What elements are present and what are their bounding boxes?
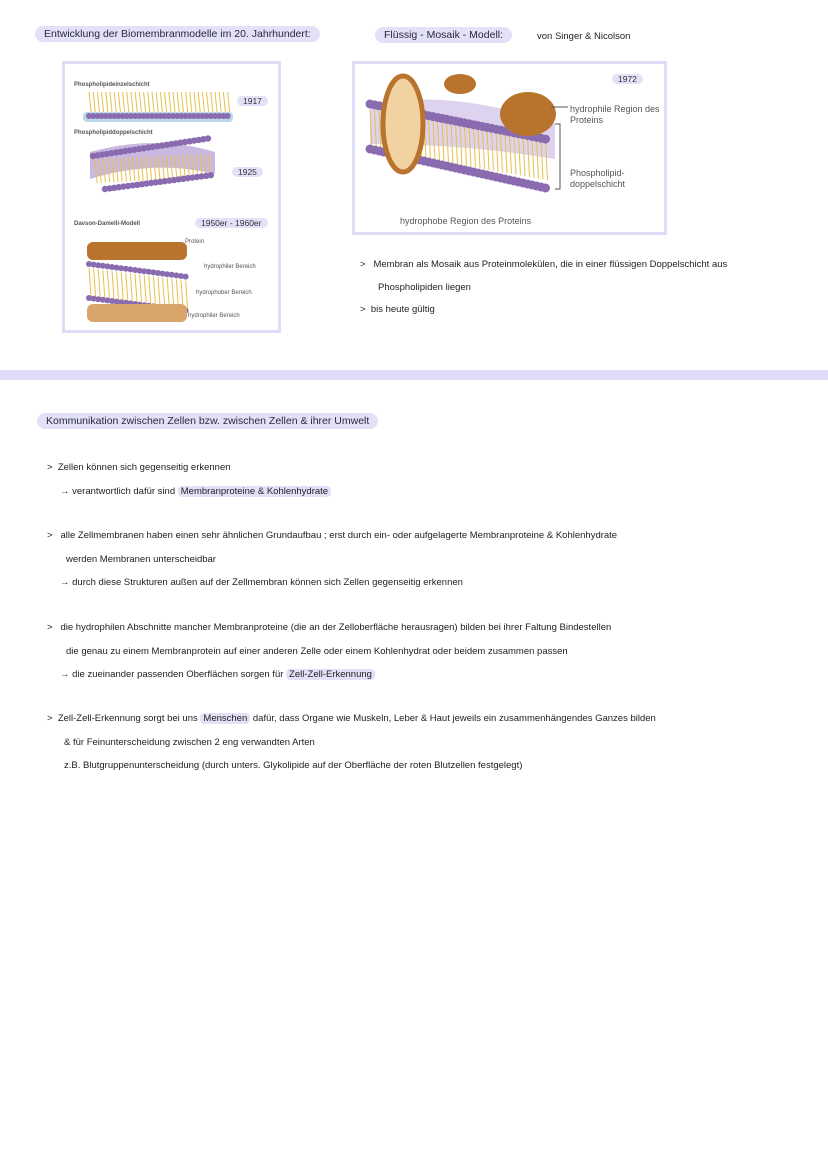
text: Zellen können sich gegenseitig erkennen	[57, 462, 231, 473]
label-hydrophile-region: hydrophile Region des Proteins	[570, 104, 660, 125]
lipid-tail	[112, 271, 114, 299]
lipid-tail	[207, 92, 209, 112]
lipid-tail	[103, 270, 105, 298]
authors: von Singer & Nicolson	[537, 31, 631, 42]
lipid-tail	[144, 275, 146, 303]
lipid-tail	[158, 277, 160, 305]
bullet-2: > bis heute gültig	[360, 304, 435, 315]
text: alle Zellmembranen haben einen sehr ähnlichen Grundaufbau ; erst durch ein- oder aufgelagerte Membranproteine & Kohlenhydrate	[60, 530, 618, 541]
bullet-1: > Membran als Mosaik aus Proteinmolekülen, die in einer flüssigen Doppelschicht aus	[360, 259, 728, 270]
lipid-tail	[176, 279, 178, 307]
peripheral-protein	[444, 74, 476, 94]
lipid-tail	[190, 92, 192, 112]
lipid-tail	[123, 92, 125, 112]
figure-fluid-mosaic	[352, 61, 667, 235]
lipid-head	[205, 135, 211, 141]
lipid-head	[225, 113, 231, 119]
lipid-head	[183, 274, 189, 280]
label-a: Phospholipideinzelschicht	[74, 82, 150, 88]
label-c: Davson-Danielli-Modell	[74, 221, 141, 227]
lipid-tail	[211, 92, 213, 112]
lipid-tail	[160, 92, 162, 112]
section-divider	[0, 370, 828, 380]
heading-biomembrane-models: Entwicklung der Biomembranmodelle im 20. Jahrhundert:	[35, 26, 320, 42]
lipid-tail	[127, 92, 129, 112]
figure-historic-models	[62, 61, 281, 333]
lipid-tail	[186, 92, 188, 112]
lipid-tail	[135, 92, 137, 112]
protein-layer-bottom	[87, 304, 187, 322]
lipid-tail	[118, 92, 120, 112]
text: die hydrophilen Abschnitte mancher Membranproteine (die an der Zelloberfläche herausragen) bilden bei ihrer Faltung Bindestellen	[60, 622, 612, 633]
lipid-tail	[173, 92, 175, 112]
lipid-tail	[198, 92, 200, 112]
lipid-tail	[219, 92, 221, 112]
protein-layer-top	[87, 242, 187, 260]
lipid-tail	[152, 92, 154, 112]
lipid-tail	[156, 92, 158, 112]
lipid-tail	[153, 276, 155, 304]
lipid-tail	[223, 92, 225, 112]
p3-line3	[60, 669, 375, 680]
lipid-tail	[117, 272, 119, 300]
lipid-tail	[144, 92, 146, 112]
lipid-tail	[130, 273, 132, 301]
text: dafür, dass Organe wie Muskeln, Leber & Haut jeweils ein zusammenhängendes Ganzes bilden	[250, 713, 656, 724]
lipid-tail	[107, 270, 109, 298]
lipid-tail	[202, 92, 204, 112]
label-bilayer: Phospholipid-doppelschicht	[570, 168, 626, 189]
lipid-tail	[177, 92, 179, 112]
p2-line2: werden Membranen unterscheidbar	[66, 554, 216, 565]
lipid-tail	[114, 92, 116, 112]
lipid-tail	[102, 92, 104, 112]
lipid-tail	[149, 276, 151, 304]
lipid-tail	[140, 275, 142, 303]
p3-line2: die genau zu einem Membranprotein auf einer anderen Zelle oder einem Kohlenhydrat oder beidem zusammen passen	[66, 646, 568, 657]
bracket	[555, 124, 560, 189]
lipid-tail	[89, 92, 91, 112]
lipid-tail	[126, 273, 128, 301]
label-hydrophob: hydrophober Bereich	[196, 290, 252, 296]
heading-communication: Kommunikation zwischen Zellen bzw. zwischen Zellen & ihrer Umwelt	[37, 413, 378, 429]
p4-line1: > Zell-Zell-Erkennung sorgt bei uns Menschen dafür, dass Organe wie Muskeln, Leber & Haut jeweils ein zusammenhängendes Ganzes bilden	[47, 713, 656, 724]
lipid-tail	[139, 92, 141, 112]
highlight: Membranproteine & Kohlenhydrate	[178, 486, 331, 497]
highlight: Menschen	[200, 713, 250, 724]
lipid-tail	[228, 92, 230, 112]
year-1925: 1925	[232, 167, 263, 177]
lipid-head	[208, 172, 214, 178]
label-b: Phospholipiddoppelschicht	[74, 130, 153, 136]
year-1972: 1972	[612, 74, 643, 84]
p3-line1: > die hydrophilen Abschnitte mancher Membranproteine (die an der Zelloberfläche herausragen) bilden bei ihrer Faltung Bindestellen	[47, 622, 612, 633]
lipid-tail	[110, 92, 112, 112]
year-1917: 1917	[237, 96, 268, 106]
lipid-tail	[167, 278, 169, 306]
transmembrane-protein	[383, 76, 423, 172]
lipid-head	[541, 135, 550, 144]
label-hydrophobe-region: hydrophobe Region des Proteins	[400, 216, 532, 226]
bullet-text: Membran als Mosaik aus Proteinmolekülen, die in einer flüssigen Doppelschicht aus	[373, 259, 728, 270]
bullet-1-cont: Phospholipiden liegen	[378, 282, 471, 293]
lipid-tail	[121, 272, 123, 300]
p2-line1: > alle Zellmembranen haben einen sehr ähnlichen Grundaufbau ; erst durch ein- oder aufgelagerte Membranproteine & Kohlenhydrate	[47, 530, 618, 541]
lipid-tail	[215, 92, 217, 112]
text: Zell-Zell-Erkennung sorgt bei uns	[57, 713, 201, 724]
p4-line3: z.B. Blutgruppenunterscheidung (durch unters. Glykolipide auf der Oberfläche der roten Blutzellen festgelegt)	[64, 760, 523, 771]
lipid-tail	[172, 279, 174, 307]
lipid-tail	[194, 92, 196, 112]
lipid-tail	[94, 269, 96, 297]
lipid-tail	[97, 92, 99, 112]
text: → verantwortlich dafür sind	[60, 486, 178, 497]
label-protein: Protein	[185, 239, 205, 245]
peripheral-protein	[500, 92, 556, 136]
lipid-tail	[169, 92, 171, 112]
lipid-head	[541, 184, 550, 193]
lipid-tail	[148, 92, 150, 112]
p1-line2	[60, 486, 331, 497]
lipid-tail	[165, 92, 167, 112]
lipid-tail	[89, 268, 91, 296]
lipid-tail	[181, 92, 183, 112]
year-1950s: 1950er - 1960er	[195, 218, 268, 228]
p4-line2: & für Feinunterscheidung zwischen 2 eng verwandten Arten	[64, 737, 315, 748]
heading-fluid-mosaic: Flüssig - Mosaik - Modell:	[375, 27, 512, 43]
lipid-tail	[163, 278, 165, 306]
lipid-tail	[181, 280, 183, 308]
highlight: Zell-Zell-Erkennung	[286, 669, 375, 680]
p2-line3: → durch diese Strukturen außen auf der Zellmembran können sich Zellen gegenseitig erkennen	[60, 577, 463, 588]
lipid-tail	[106, 92, 108, 112]
lipid-tail	[186, 281, 188, 309]
label-hydrophil-2: hydrophiler Bereich	[188, 313, 240, 319]
p1-line1: > Zellen können sich gegenseitig erkennen	[47, 462, 231, 473]
lipid-tail	[131, 92, 133, 112]
text: → die zueinander passenden Oberflächen sorgen für	[60, 669, 287, 680]
lipid-tail	[135, 274, 137, 302]
lipid-tail	[93, 92, 95, 112]
fluid-mosaic-illustration	[355, 64, 664, 232]
lipid-tail	[98, 269, 100, 297]
label-hydrophil-1: hydrophiler Bereich	[204, 264, 256, 270]
bullet-text: bis heute gültig	[370, 304, 435, 315]
